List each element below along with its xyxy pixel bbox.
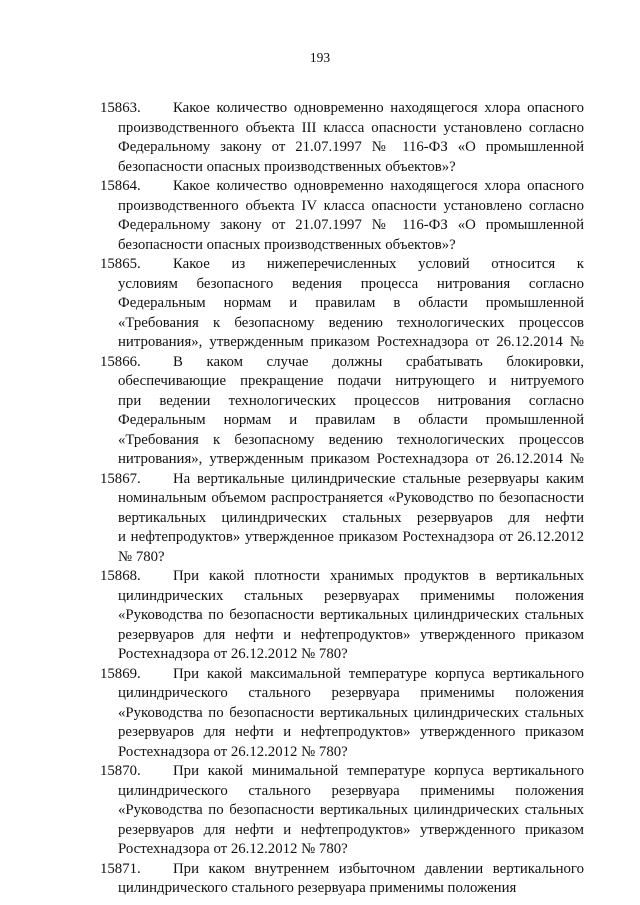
question-text: цилиндрического стального резервуара применимы положения — [118, 685, 584, 701]
question-line — [0, 294, 640, 314]
question-item — [0, 762, 640, 860]
question-text: номинальным объемом распространяется «Руководство по безопасности — [118, 490, 584, 506]
question-text: «Руководства по безопасности вертикальных цилиндрических стальных — [118, 607, 584, 623]
question-text: Федеральным нормам и правилам в области промышленной — [118, 412, 584, 428]
question-line — [0, 275, 640, 295]
question-text: № 780? — [118, 548, 165, 565]
question-line — [0, 684, 640, 704]
question-text: Федеральному закону от 21.07.1997 № 116-ФЗ «О промышленной — [118, 217, 584, 233]
question-number: 15865. — [100, 256, 141, 272]
question-line — [0, 528, 640, 548]
question-line — [0, 782, 640, 802]
question-line — [0, 353, 640, 373]
question-number: 15871. — [100, 860, 141, 877]
question-text: резервуаров для нефти и нефтепродуктов» утвержденного приказом — [118, 724, 584, 740]
question-line — [0, 197, 640, 217]
question-text: нитрования», утвержденным приказом Ростехнадзора от 26.12.2014 № — [118, 334, 584, 350]
question-line — [0, 801, 640, 821]
question-text: Ростехнадзора от 26.12.2012 № 780? — [118, 646, 348, 662]
question-line — [0, 314, 640, 334]
question-text: На вертикальные цилиндрические стальные резервуары каким — [173, 470, 584, 487]
question-number: 15870. — [100, 763, 141, 779]
question-line — [0, 372, 640, 392]
question-line — [0, 392, 640, 412]
question-number: 15867. — [100, 470, 141, 487]
question-line — [0, 158, 640, 178]
question-line — [0, 333, 640, 353]
question-line — [0, 704, 640, 724]
question-text: Федеральным нормам и правилам в области промышленной — [118, 295, 584, 311]
question-text: производственного объекта IV класса опасности установлено согласно — [118, 197, 584, 214]
question-number: 15864. — [100, 178, 141, 194]
question-item — [0, 567, 640, 665]
question-text: «Требования к безопасному ведению технологических процессов — [118, 431, 584, 448]
question-text: Ростехнадзора от 26.12.2012 № 780? — [118, 743, 348, 760]
question-text: При какой минимальной температуре корпуса вертикального — [173, 763, 584, 779]
question-text: резервуаров для нефти и нефтепродуктов» утвержденного приказом — [118, 821, 584, 838]
question-number: 15866. — [100, 353, 141, 370]
question-number: 15863. — [100, 100, 141, 116]
question-text: безопасности опасных производственных объектов»? — [118, 236, 456, 253]
question-item — [0, 470, 640, 568]
question-line — [0, 840, 640, 860]
question-line — [0, 723, 640, 743]
question-line — [0, 606, 640, 626]
question-line — [0, 879, 640, 899]
question-text: производственного объекта III класса опасности установлено согласно — [118, 119, 584, 136]
question-line — [0, 645, 640, 665]
question-line — [0, 216, 640, 236]
question-text: резервуаров для нефти и нефтепродуктов» утвержденного приказом — [118, 626, 584, 643]
question-text: цилиндрического стального резервуара применимы положения — [118, 782, 584, 799]
question-line — [0, 450, 640, 470]
question-line — [0, 509, 640, 529]
question-line — [0, 489, 640, 509]
question-line — [0, 138, 640, 158]
question-text: нитрования», утвержденным приказом Ростехнадзора от 26.12.2014 № — [118, 451, 584, 467]
question-list — [0, 99, 640, 899]
page-number: 193 — [309, 50, 331, 65]
question-text: «Требования к безопасному ведению технологических процессов — [118, 314, 584, 331]
question-line — [0, 470, 640, 490]
question-line — [0, 431, 640, 451]
question-item — [0, 860, 640, 899]
question-line — [0, 99, 640, 119]
question-text: обеспечивающие прекращение подачи нитрующего и нитруемого — [118, 373, 584, 389]
question-text: цилиндрических стальных резервуарах применимы положения — [118, 587, 584, 604]
question-text: «Руководства по безопасности вертикальных цилиндрических стальных — [118, 802, 584, 818]
question-item — [0, 255, 640, 353]
question-text: цилиндрического стального резервуара применимы положения — [118, 880, 517, 896]
question-line — [0, 177, 640, 197]
question-item — [0, 353, 640, 470]
question-number: 15869. — [100, 665, 141, 682]
question-number: 15868. — [100, 568, 141, 584]
question-line — [0, 626, 640, 646]
question-item — [0, 665, 640, 763]
question-text: Какое из нижеперечисленных условий относится к — [173, 256, 584, 272]
question-line — [0, 548, 640, 568]
question-item — [0, 99, 640, 177]
question-text: и нефтепродуктов» утвержденное приказом Ростехнадзора от 26.12.2012 — [118, 529, 584, 545]
question-text: вертикальных цилиндрических стальных резервуаров для нефти — [118, 509, 584, 526]
question-line — [0, 821, 640, 841]
question-text: В каком случае должны срабатывать блокировки, — [173, 353, 584, 370]
question-text: условиям безопасного ведения процесса нитрования согласно — [118, 275, 584, 292]
question-line — [0, 255, 640, 275]
question-line — [0, 411, 640, 431]
question-text: При какой максимальной температуре корпуса вертикального — [173, 665, 584, 682]
question-text: Ростехнадзора от 26.12.2012 № 780? — [118, 841, 348, 857]
question-text: При какой плотности хранимых продуктов в вертикальных — [173, 568, 584, 584]
question-line — [0, 119, 640, 139]
question-line — [0, 236, 640, 256]
question-line — [0, 587, 640, 607]
question-line — [0, 743, 640, 763]
question-text: безопасности опасных производственных объектов»? — [118, 158, 456, 175]
question-text: Федеральному закону от 21.07.1997 № 116-ФЗ «О промышленной — [118, 139, 584, 155]
question-line — [0, 762, 640, 782]
question-line — [0, 665, 640, 685]
question-text: Какое количество одновременно находящегося хлора опасного — [173, 178, 584, 194]
question-text: «Руководства по безопасности вертикальных цилиндрических стальных — [118, 704, 584, 721]
question-text: при ведении технологических процессов нитрования согласно — [118, 392, 584, 409]
question-text: При каком внутреннем избыточном давлении вертикального — [173, 860, 584, 877]
question-line — [0, 567, 640, 587]
question-item — [0, 177, 640, 255]
question-text: Какое количество одновременно находящегося хлора опасного — [173, 100, 584, 116]
question-line — [0, 860, 640, 880]
